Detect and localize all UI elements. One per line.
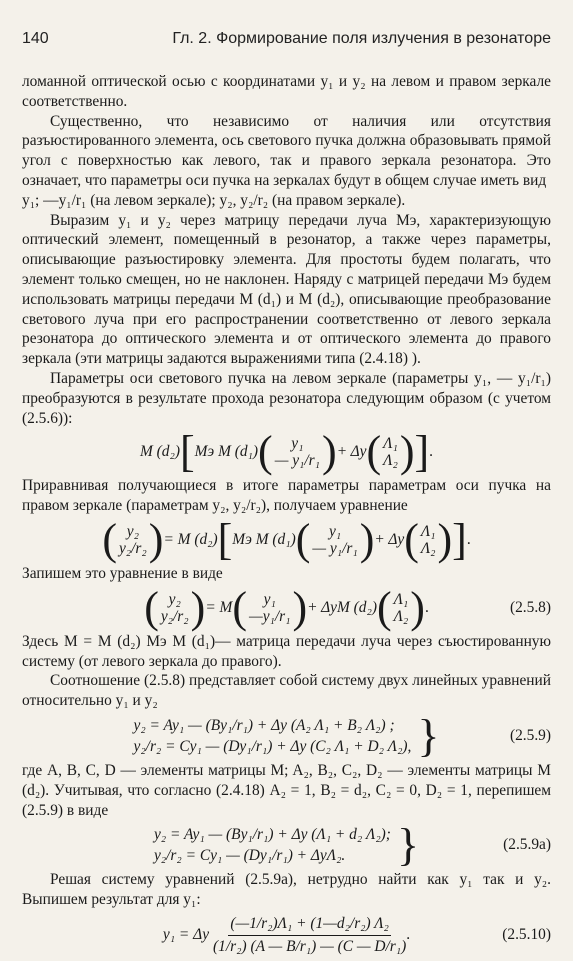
paragraph: где A, B, C, D — элементы матрицы M; A₂, B₂, C₂, D₂ — элементы матрицы M (d₂). Учитывая, что согласно (2.4.18) A₂ = 1, B₂ = d₂, C₂ = 0, D₂ = 1, перепишем (2.5.9) в виде bbox=[22, 761, 551, 819]
vec-bottom: y₂/r₂ bbox=[118, 539, 147, 557]
eq-term: + Δy bbox=[336, 443, 367, 461]
paren-open: ( bbox=[258, 427, 273, 477]
paren-close: ) bbox=[410, 582, 425, 632]
equation-number: (2.5.9a) bbox=[503, 836, 551, 854]
period: . bbox=[429, 443, 433, 461]
system-line: y₂/r₂ = Cy₁ — (Dy₁/r₁) + ΔyΛ₂. bbox=[153, 847, 346, 865]
eq-term: = M (d₂) bbox=[163, 531, 218, 549]
column-vector bbox=[275, 435, 320, 469]
paren-close: ) bbox=[190, 582, 206, 632]
paragraph: Выразим y₁ и y₂ через матрицу передачи луча Mэ, характеризующую оптический элемент, помещенный в резонатор, а также через параметры, описывающие разъюстировку элемента. Для простоты будем полагать, что элемент только смещен, но не наклонен. Наряду с матрицей передачи Mэ будем использовать матрицы передачи M (d₁) и M (d₂), описывающие преобразование светового луча при его распространении соответственно от левого зеркала резонатора до оптического элемента и от оптического элемента до правого зеркала (эти матрицы задаются выражениями типа (2.4.18) ). bbox=[22, 211, 551, 368]
paragraph: Приравнивая получающиеся в итоге параметры параметрам оси пучка на правом зеркале (параметрам y₂, y₂/r₂), получаем уравнение bbox=[22, 477, 551, 515]
vec-top: Λ₁ bbox=[420, 522, 436, 540]
vec-top: y₂ bbox=[126, 522, 139, 540]
fraction bbox=[213, 914, 406, 957]
vec-bottom: Λ₂ bbox=[383, 452, 398, 470]
paragraph: Здесь M = M (d₂) Mэ M (d₁)— матрица передачи луча через съюстированную систему (от левого зеркала до правого). bbox=[22, 632, 551, 670]
equation-2 bbox=[22, 514, 551, 564]
equation-1 bbox=[22, 427, 551, 477]
vec-bottom: — y₁/r₁ bbox=[312, 539, 358, 557]
paragraph: ломанной оптической осью с координатами y₁ и y₂ на левом и правом зеркале соответственно. bbox=[22, 73, 551, 110]
equation-2-5-9a bbox=[22, 819, 551, 871]
equation-2-5-9 bbox=[22, 709, 551, 761]
vec-top: y₁ bbox=[328, 522, 342, 540]
paren-close: ) bbox=[322, 427, 337, 477]
paragraph: Соотношение (2.5.8) представляет собой систему двух линейных уравнений относительно y₁ и y₂ bbox=[22, 672, 551, 710]
period: . bbox=[406, 926, 411, 944]
equation-number: (2.5.10) bbox=[502, 926, 551, 944]
column-vector bbox=[161, 591, 189, 625]
eq-term: = M bbox=[205, 598, 233, 616]
equation-system bbox=[154, 824, 391, 866]
period: . bbox=[424, 598, 429, 616]
system-line: y₂ = Ay₁ — (By₁/r₁) + Δy (Λ₁ + d₂ Λ₂); bbox=[153, 826, 391, 844]
paren-close: ) bbox=[292, 582, 308, 632]
column-vector bbox=[312, 523, 357, 557]
system-line: y₂ = Ay₁ — (By₁/r₁) + Δy (A₂ Λ₁ + B₂ Λ₂) ; bbox=[133, 716, 395, 734]
bracket-close: ] bbox=[414, 427, 430, 477]
paragraph: Запишем это уравнение в виде bbox=[22, 564, 223, 582]
eq-term: Mэ M (d₁) bbox=[194, 443, 259, 461]
column-vector bbox=[383, 435, 398, 469]
brace: } bbox=[417, 709, 440, 761]
vec-top: Λ₁ bbox=[393, 590, 409, 608]
vec-top: y₁ bbox=[291, 435, 304, 453]
eq-term: y₁ = Δy bbox=[162, 926, 210, 944]
equation-number: (2.5.8) bbox=[509, 598, 551, 616]
vec-bottom: Λ₂ bbox=[420, 539, 436, 557]
vec-bottom: Λ₂ bbox=[393, 607, 409, 625]
paragraph: y₁; —y₁/r₁ (на левом зеркале); y₂, y₂/r₂ (на правом зеркале). bbox=[22, 191, 406, 209]
bracket-open: [ bbox=[217, 514, 233, 564]
brace: } bbox=[396, 819, 420, 871]
fraction-denominator: (1/r₂) (A — B/r₁) — (C — D/r₁) bbox=[213, 937, 407, 955]
page-number: 140 bbox=[22, 30, 49, 47]
column-vector bbox=[421, 523, 436, 557]
equation-number: (2.5.9) bbox=[509, 727, 551, 745]
paren-close: ) bbox=[437, 514, 453, 564]
equation-2-5-10 bbox=[22, 914, 551, 957]
column-vector bbox=[119, 523, 147, 557]
paren-open: ( bbox=[295, 514, 311, 564]
paren-close: ) bbox=[359, 514, 375, 564]
paragraph: Существенно, что независимо от наличия или отсутствия разъюстированного элемента, ось светового пучка должна образовывать прямой угол с поверхностью как левого, так и правого зеркала резонатора. Это означает, что параметры оси пучка на зеркалах будут в общем случае иметь вид bbox=[22, 112, 551, 189]
running-header bbox=[22, 30, 551, 48]
vec-top: y₁ bbox=[263, 590, 276, 608]
paren-close: ) bbox=[399, 427, 415, 477]
system-line: y₂/r₂ = Cy₁ — (Dy₁/r₁) + Δy (C₂ Λ₁ + D₂ Λ₂), bbox=[133, 737, 412, 755]
eq-term: + Δy bbox=[374, 531, 405, 549]
paren-open: ( bbox=[232, 582, 248, 632]
equation-system bbox=[133, 715, 411, 757]
eq-term: M (d₂) bbox=[139, 443, 180, 461]
equation-2-5-8 bbox=[22, 582, 551, 632]
vec-top: Λ₁ bbox=[383, 435, 398, 453]
period: . bbox=[466, 531, 471, 549]
vec-bottom: — y₁/r₁ bbox=[274, 452, 321, 470]
paragraph: Решая систему уравнений (2.5.9а), нетрудно найти как y₁ так и y₂. Выпишем результат для y₁: bbox=[22, 871, 551, 909]
bracket-open: [ bbox=[179, 427, 195, 477]
eq-term: + ΔyM (d₂) bbox=[307, 598, 377, 616]
paren-open: ( bbox=[144, 582, 159, 632]
fraction-numerator: (—1/r₂)Λ₁ + (1—d₂/r₂) Λ₂ bbox=[228, 914, 390, 936]
vec-bottom: y₂/r₂ bbox=[160, 607, 189, 625]
paren-open: ( bbox=[376, 582, 392, 632]
paren-open: ( bbox=[102, 514, 117, 564]
chapter-title: Гл. 2. Формирование поля излучения в резонаторе bbox=[172, 30, 551, 47]
paren-close: ) bbox=[148, 514, 164, 564]
paren-open: ( bbox=[366, 427, 382, 477]
vec-bottom: —y₁/r₁ bbox=[249, 607, 291, 625]
eq-term: Mэ M (d₁) bbox=[232, 531, 296, 549]
column-vector bbox=[249, 591, 290, 625]
vec-top: y₂ bbox=[168, 590, 181, 608]
paren-open: ( bbox=[404, 514, 419, 564]
page-body bbox=[22, 72, 551, 961]
paragraph: Параметры оси светового пучка на левом зеркале (параметры y₁, — y₁/r₁) преобразуются в результате прохода резонатора следующим образом (с учетом (2.5.6)): bbox=[22, 369, 551, 427]
column-vector bbox=[394, 591, 409, 625]
bracket-close: ] bbox=[452, 514, 467, 564]
